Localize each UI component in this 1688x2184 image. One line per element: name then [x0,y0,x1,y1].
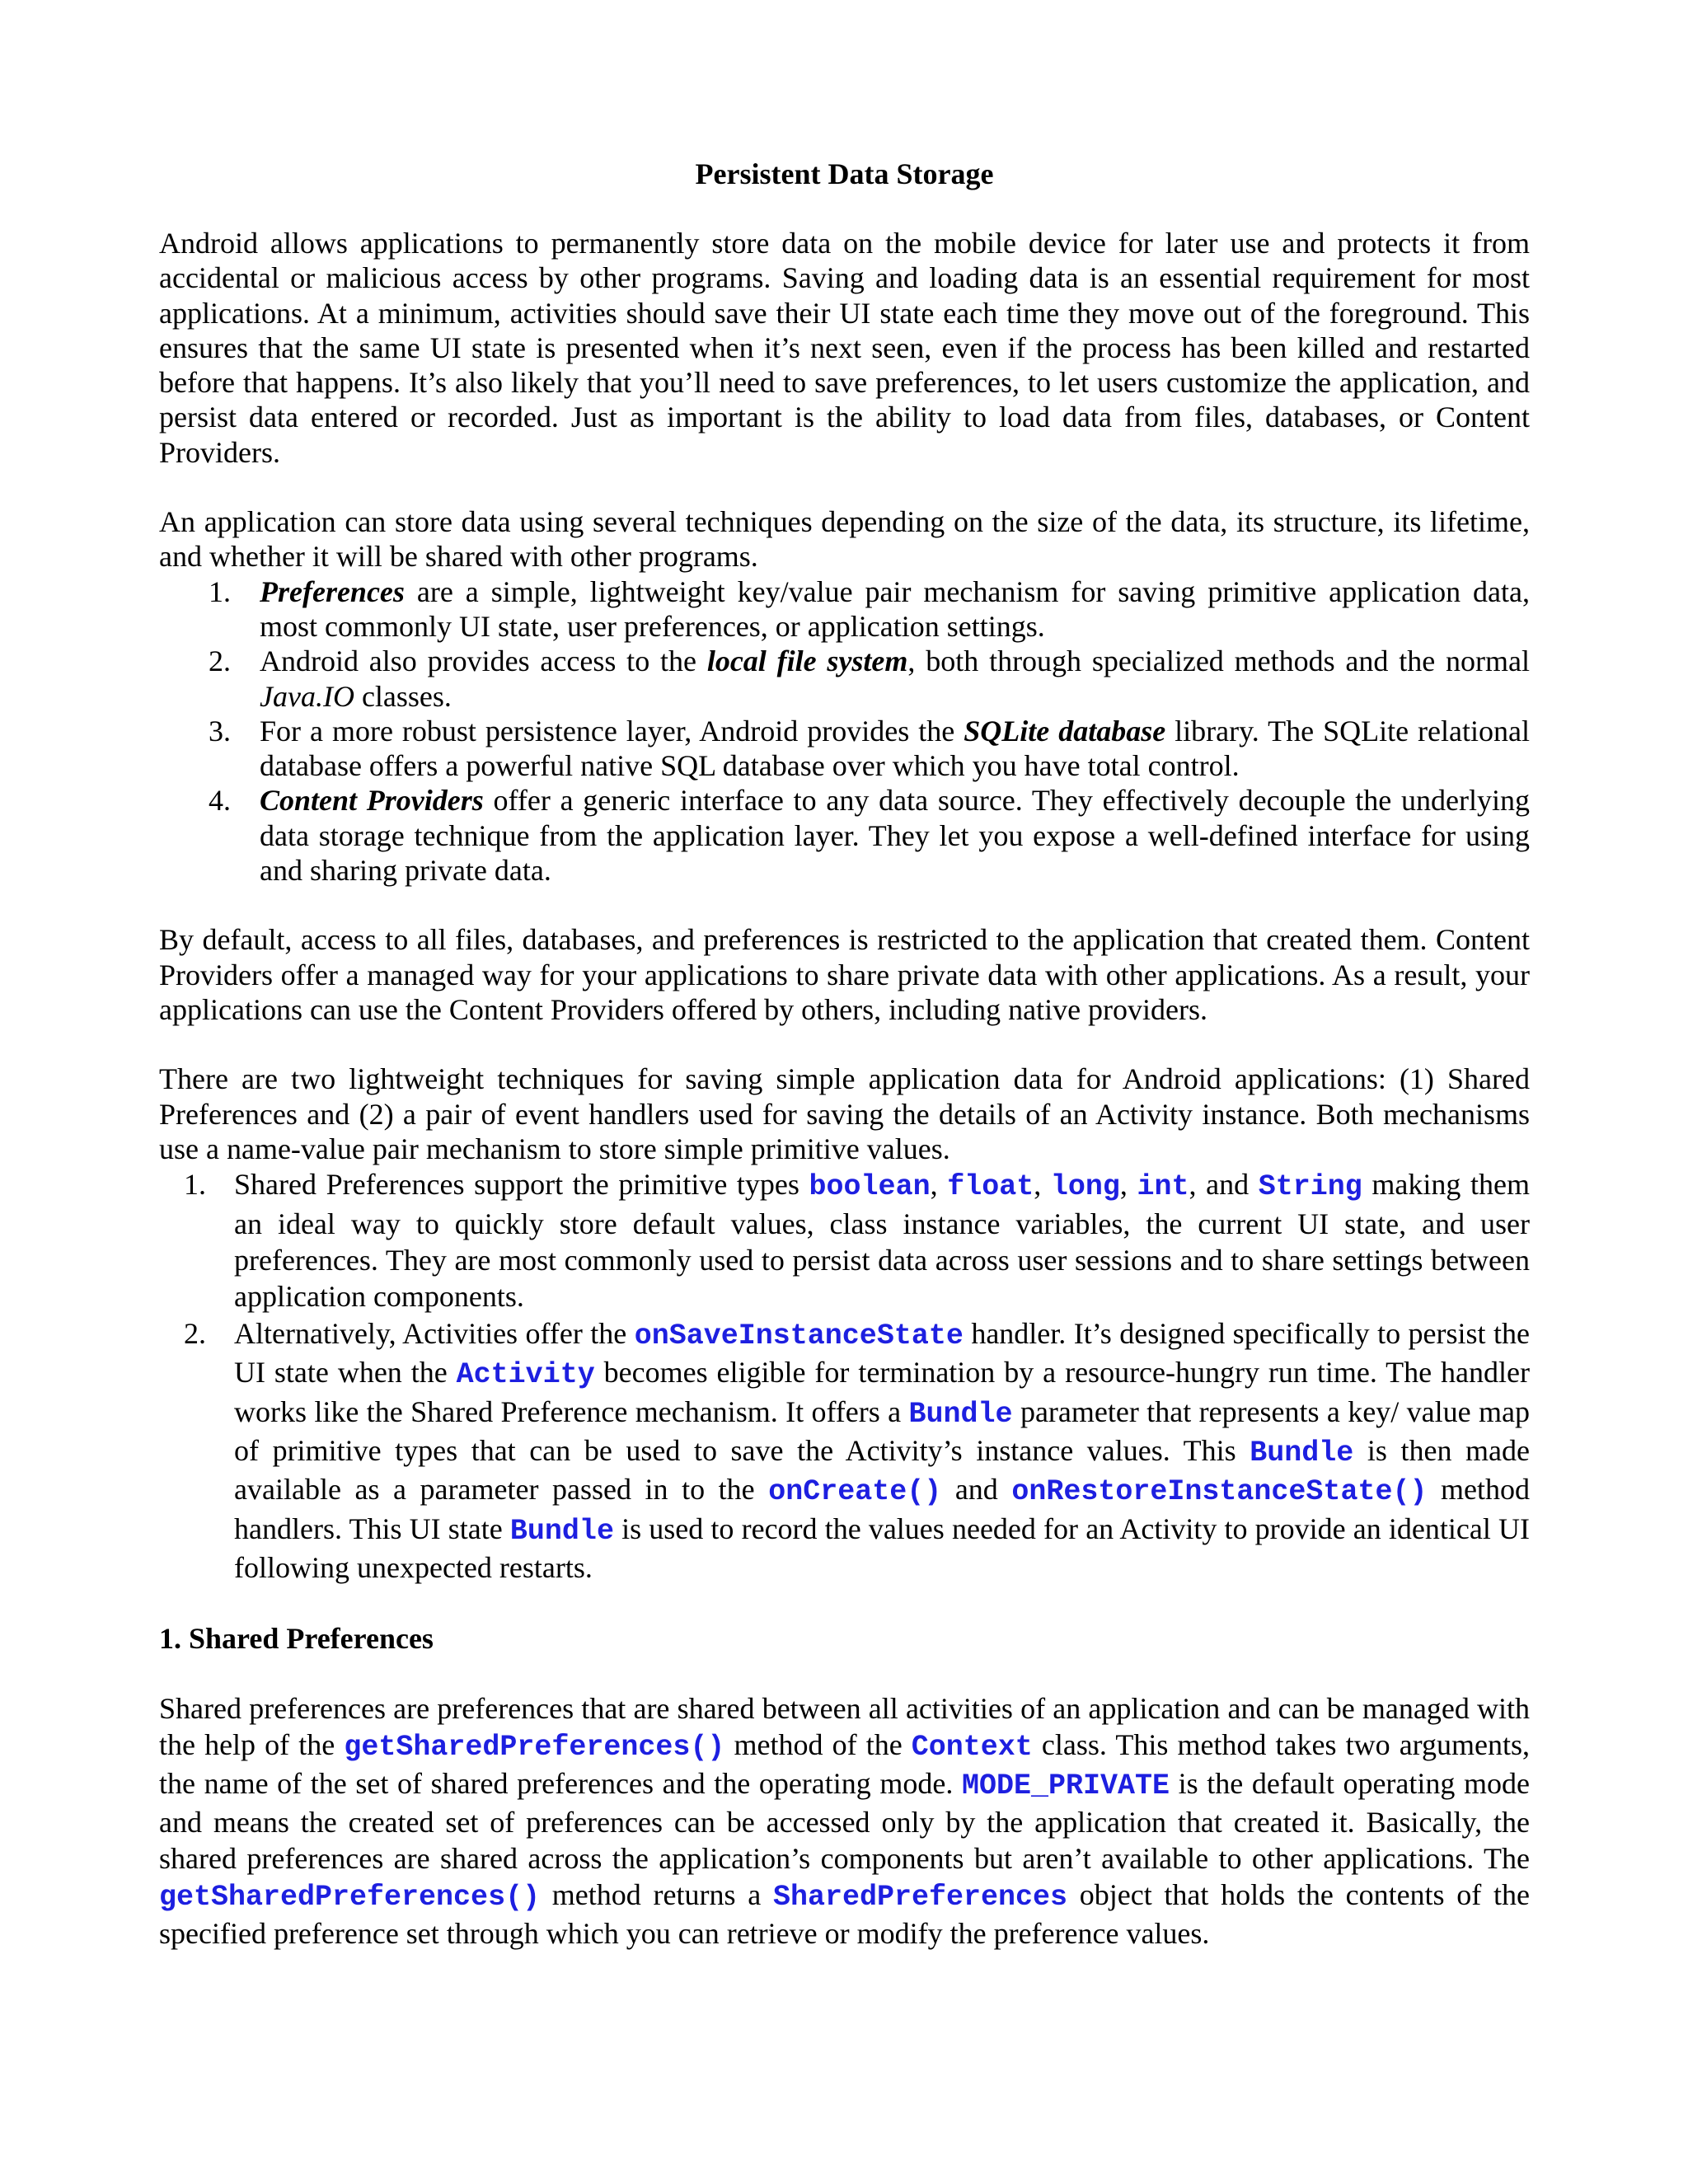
code-activity: Activity [456,1358,595,1392]
java-io-text: Java.IO [260,679,354,713]
term-preferences: Preferences [260,574,405,608]
code-sharedpreferences: SharedPreferences [772,1880,1067,1914]
code-onsaveinstancestate: onSaveInstanceState [634,1319,964,1352]
list-item: 2. Alternatively, Activities offer the onSaveInstanceState handler. It’s designed specifically to persist the UI state when the Activity becomes eligible for termination by a resource-hungry run time. The handler works like the Shared Preference mechanism. It offers a Bundle parameter that represents a key/ value map of primitive types that can be used to save the Activity’s instance values. This Bundle is then made available as a parameter passed in to the onCreate() and onRestoreInstanceState() method handlers. This UI state Bundle is used to record the values needed for an Activity to provide an identical UI following unexpected restarts. [184,1316,1531,1585]
list-number: 4. [209,784,231,818]
code-float: float [947,1170,1034,1204]
lightweight-techniques-list [159,1166,1530,1586]
techniques-paragraph: An application can store data using several techniques depending on the size of the data, its structure, its lifetime, and whether it will be shared with other programs. [159,505,1530,574]
section-heading: 1. Shared Preferences [159,1621,434,1655]
code-getsharedpreferences: getSharedPreferences() [344,1730,725,1764]
access-paragraph: By default, access to all files, databases, and preferences is restricted to the application that created them. Content Providers offer a managed way for your applications to share private data with other applications. As a result, your applications can use the Content Providers offered by others, including native providers. [159,923,1530,1026]
list-number: 2. [184,1316,206,1350]
storage-techniques-list [159,574,1530,888]
list-number: 2. [209,644,231,678]
code-onrestoreinstancestate: onRestoreInstanceState() [1011,1475,1428,1509]
code-long: long [1050,1170,1120,1204]
list-item: 3. For a more robust persistence layer, Android provides the SQLite database library. The SQLite relational database offers a powerful native SQL database over which you have total control. [209,714,1530,783]
code-boolean: boolean [809,1170,931,1204]
term-content-providers: Content Providers [260,784,484,818]
shared-preferences-paragraph: Shared preferences are preferences that are shared between all activities of an application and can be managed with the help of the getSharedPreferences() method of the Context class. This method takes two arguments, the name of the set of shared preferences and the operating mode. MODE_PRIVATE is the default operating mode and means the created set of preferences can be accessed only by the application that created it. Basically, the shared preferences are shared across the application’s components but aren’t available to other applications. The getSharedPreferences() method returns a SharedPreferences object that holds the contents of the specified preference set through which you can retrieve or modify the preference values. [159,1691,1531,1950]
term-local-file-system: local file system [706,644,908,678]
lightweight-paragraph: There are two lightweight techniques for saving simple application data for Android applications: (1) Shared Preferences and (2) a pair of event handlers used for saving the details of an Activity instance. Both mechanisms use a name-value pair mechanism to store simple primitive values. [159,1062,1530,1165]
intro-paragraph: Android allows applications to permanently store data on the mobile device for later use and protects it from accidental or malicious access by other programs. Saving and loading data is an essential requirement for most applications. At a minimum, activities should save their UI state each time they move out of the foreground. This ensures that the same UI state is presented when it’s next seen, even if the process has been killed and restarted before that happens. It’s also likely that you’ll need to save preferences, to let users customize the application, and persist data entered or recorded. Just as important is the ability to load data from files, databases, or Content Providers. [159,227,1530,469]
code-context: Context [911,1730,1033,1764]
code-bundle: Bundle [908,1397,1013,1431]
list-number: 1. [209,574,231,608]
code-string: String [1258,1170,1362,1204]
list-item: 1. Shared Preferences support the primitive types boolean, float, long, int, and String making them an ideal way to quickly store default values, class instance variables, the current UI state, and user preferences. They are most commonly used to persist data across user sessions and to share settings between application components. [184,1168,1530,1314]
term-sqlite-database: SQLite database [964,714,1166,748]
list-number: 1. [184,1168,206,1202]
page-title: Persistent Data Storage [695,157,994,190]
code-bundle: Bundle [1250,1436,1354,1469]
list-number: 3. [209,714,231,748]
code-mode-private: MODE_PRIVATE [962,1769,1170,1802]
list-item: 2. Android also provides access to the local file system, both through specialized methods and the normal Java.IO classes. [209,644,1531,713]
code-int: int [1137,1170,1189,1204]
code-bundle: Bundle [509,1514,614,1548]
code-oncreate: onCreate() [768,1475,942,1509]
list-item: 1. Preferences are a simple, lightweight key/value pair mechanism for saving primitive application data, most commonly UI state, user preferences, or application settings. [209,574,1530,643]
code-getsharedpreferences: getSharedPreferences() [159,1880,541,1914]
list-item: 4. Content Providers offer a generic interface to any data source. They effectively decouple the underlying data storage technique from the application layer. They let you expose a well-defined interface for using and sharing private data. [209,784,1530,888]
